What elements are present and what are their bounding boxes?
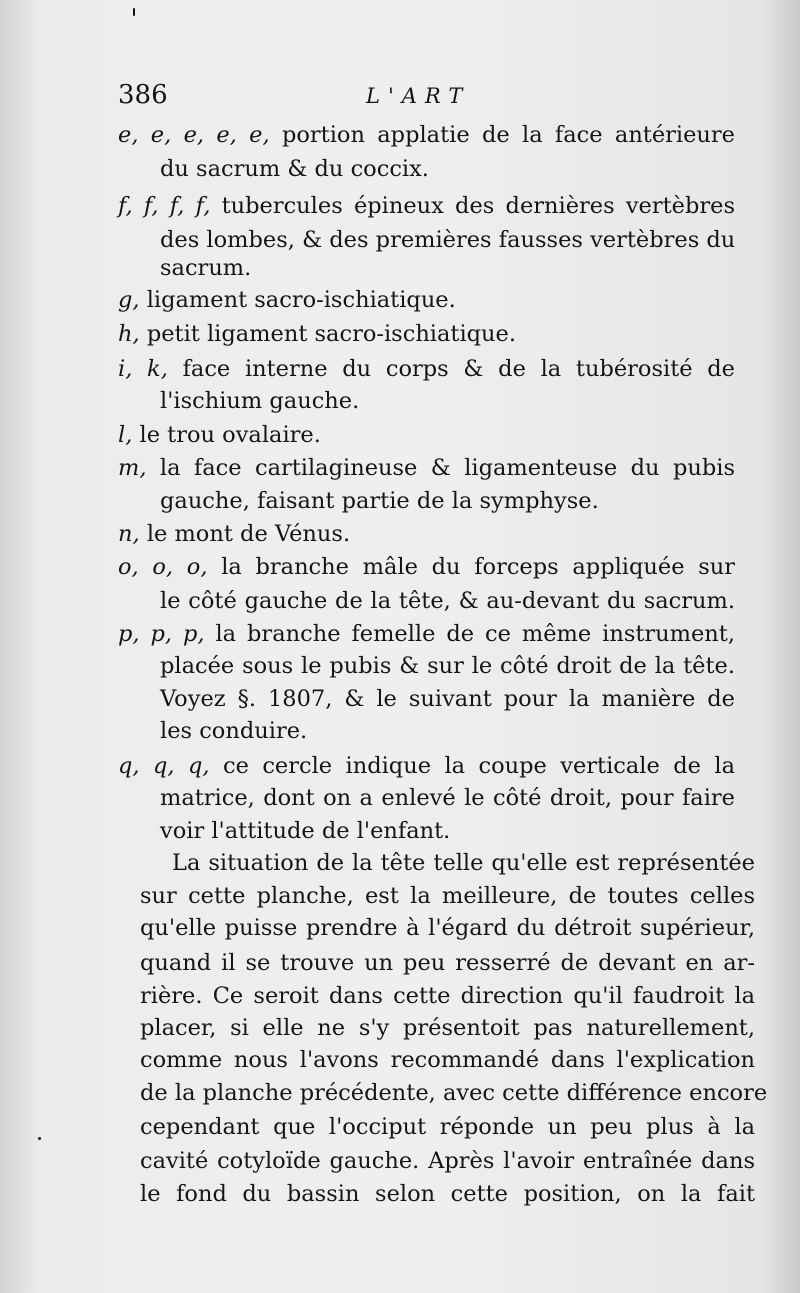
legend-text: la branche femelle de ce même instrument, <box>215 621 735 647</box>
page-header <box>0 80 800 120</box>
paragraph-line: quand il se trouve un peu resserré de devant en ar- <box>140 950 755 976</box>
paragraph-line: cependant que l'occiput réponde un peu plus à la <box>140 1114 755 1140</box>
legend-entry-n <box>118 520 350 548</box>
legend-text: voir l'attitude de l'enfant. <box>160 818 451 844</box>
legend-letters: q, q, q, <box>118 753 210 779</box>
legend-entry-p <box>118 620 735 648</box>
legend-text: Voyez §. 1807, & le suivant pour la manière de <box>160 686 735 712</box>
legend-letters: p, p, p, <box>118 621 205 647</box>
legend-letters: f, f, f, f, <box>118 193 211 219</box>
legend-text: du sacrum & du coccix. <box>160 156 429 182</box>
legend-text: les conduire. <box>160 718 308 744</box>
paragraph-line: sur cette planche, est la meilleure, de toutes celles <box>140 883 755 909</box>
legend-entry-g <box>118 286 456 314</box>
legend-text: le mont de Vénus. <box>146 521 351 547</box>
legend-letters: m, <box>118 455 147 481</box>
ink-speck <box>133 8 135 16</box>
paragraph-line: qu'elle puisse prendre à l'égard du détroit supérieur, <box>140 915 755 941</box>
legend-text: des lombes, & des premières fausses vertèbres du <box>160 227 736 253</box>
paragraph-line: rière. Ce seroit dans cette direction qu'il faudroit la <box>140 983 755 1009</box>
legend-entry-m <box>118 454 735 482</box>
legend-entry-q <box>118 752 735 780</box>
paragraph-line: cavité cotyloïde gauche. Après l'avoir entraînée dans <box>140 1148 755 1174</box>
legend-entry-h <box>118 320 516 348</box>
legend-text: la branche mâle du forceps appliquée sur <box>221 554 736 580</box>
legend-text: le trou ovalaire. <box>139 422 321 448</box>
legend-letters: i, k, <box>118 356 168 382</box>
paragraph-line: La situation de la tête telle qu'elle est représentée <box>172 850 755 876</box>
legend-text: petit ligament sacro-ischiatique. <box>146 321 517 347</box>
legend-letters: l, <box>118 422 133 448</box>
legend-text: la face cartilagineuse & ligamenteuse du pubis <box>159 455 735 481</box>
running-head: L'ART <box>366 84 471 108</box>
legend-text: gauche, faisant partie de la symphyse. <box>160 488 599 514</box>
legend-letters: h, <box>118 321 140 347</box>
legend-text: le côté gauche de la tête, & au-devant du sacrum. <box>160 588 735 614</box>
legend-entry-e <box>118 121 735 149</box>
legend-entry-ik <box>118 355 735 383</box>
page-number: 386 <box>118 80 168 110</box>
legend-entry-f <box>118 192 735 220</box>
paragraph-line: le fond du bassin selon cette position, on la fait <box>140 1181 755 1207</box>
legend-letters: o, o, o, <box>118 554 208 580</box>
paragraph-line: comme nous l'avons recommandé dans l'explication <box>140 1047 755 1073</box>
legend-text: tubercules épineux des dernières vertèbres <box>221 193 736 219</box>
ink-speck <box>38 1137 41 1140</box>
legend-entry-o <box>118 553 735 581</box>
legend-text: sacrum. <box>160 255 252 281</box>
legend-entry-l <box>118 421 321 449</box>
legend-text: ligament sacro-ischiatique. <box>146 287 456 313</box>
legend-letters: e, e, e, e, e, <box>118 122 270 148</box>
legend-text: l'ischium gauche. <box>160 388 360 414</box>
legend-letters: n, <box>118 521 140 547</box>
legend-text: ce cercle indique la coupe verticale de la <box>222 753 735 779</box>
legend-text: placée sous le pubis & sur le côté droit de la tête. <box>160 653 735 679</box>
paragraph-line: de la planche précédente, avec cette différence encore <box>140 1080 768 1106</box>
paragraph-line: placer, si elle ne s'y présentoit pas naturellement, <box>140 1015 755 1041</box>
legend-letters: g, <box>118 287 140 313</box>
legend-text: matrice, dont on a enlevé le côté droit, pour faire <box>160 785 735 811</box>
legend-text: face interne du corps & de la tubérosité de <box>182 356 735 382</box>
legend-text: portion applatie de la face antérieure <box>281 122 735 148</box>
